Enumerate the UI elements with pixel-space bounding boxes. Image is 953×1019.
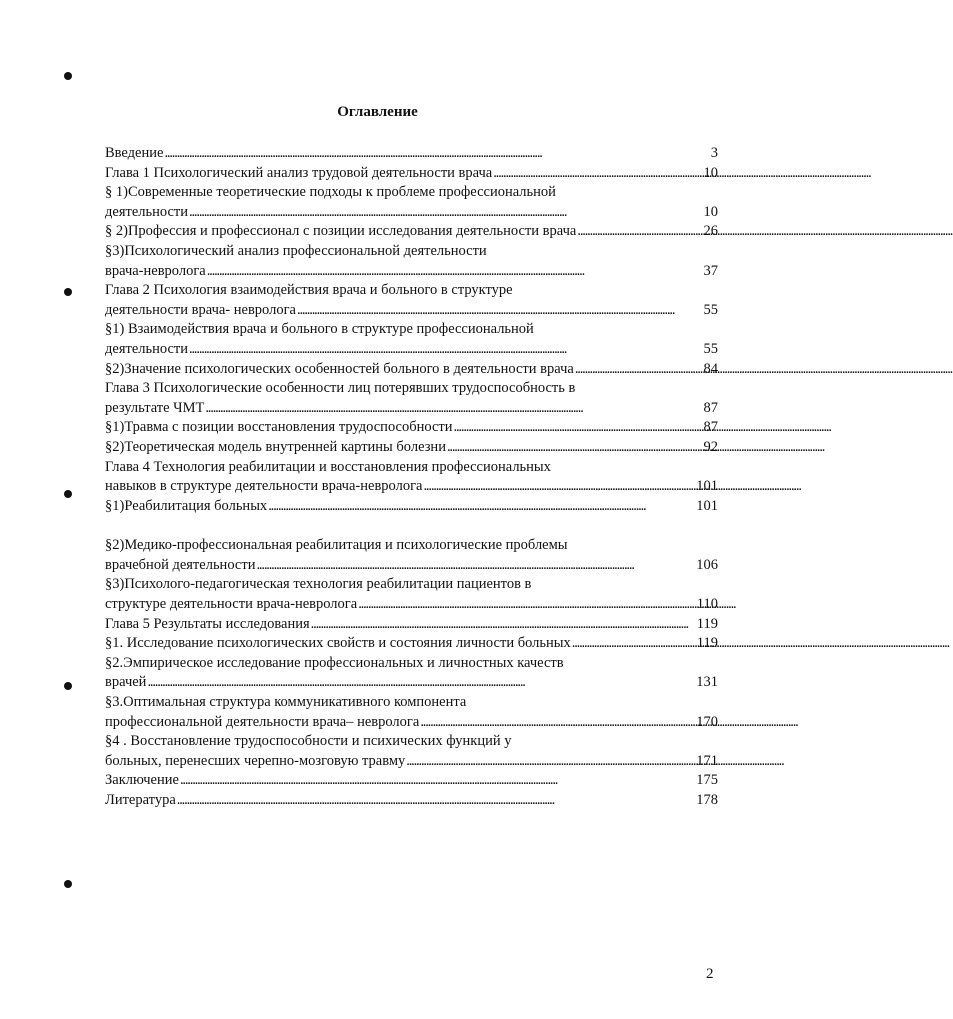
toc-entry-text: Литература: [105, 792, 176, 808]
toc-entry-text: §3.Оптимальная структура коммуникативного компонента: [105, 694, 467, 711]
toc-entry-text: Глава 5 Результаты исследования: [105, 615, 310, 632]
dot-leader: [406, 752, 695, 772]
toc-entry-text: §3)Психологический анализ профессиональной деятельности: [105, 242, 487, 259]
toc-page-number: 171: [696, 752, 718, 769]
toc-entry-text: §2.Эмпирическое исследование профессиональных и личностных качеств: [105, 654, 564, 671]
dot-leader: [311, 615, 696, 635]
toc-entry[interactable]: [105, 222, 718, 242]
dot-leader: [180, 771, 695, 791]
dot-leader: [358, 595, 696, 615]
toc-entry-text: врачебной деятельности: [105, 556, 256, 573]
toc-entry[interactable]: [105, 183, 718, 222]
toc-page-number: 87: [703, 399, 718, 416]
toc-page-number: 101: [696, 478, 718, 495]
toc-entry-text: Глава 2 Психология взаимодействия врача и больного в структуре: [105, 282, 513, 299]
toc-page-number: 175: [696, 772, 718, 789]
toc-page-number: 110: [696, 596, 718, 613]
toc-entry-text: § 2)Профессия и профессионал с позиции исследования деятельности врача: [105, 223, 577, 240]
toc-entry[interactable]: [105, 379, 718, 418]
toc-entry-text: деятельности: [105, 340, 189, 357]
toc-entry-text: §1)Реабилитация больных: [105, 497, 268, 514]
toc-entry-text: §2)Значение психологических особенностей больного в деятельности врача: [105, 360, 574, 377]
toc-entry[interactable]: [105, 732, 718, 771]
toc-page-number: 55: [703, 340, 718, 357]
dot-leader: [454, 418, 703, 438]
toc-page-number: 131: [696, 674, 718, 691]
toc-page-number: 92: [703, 438, 718, 455]
punch-hole-mark: [64, 682, 72, 690]
toc-entry[interactable]: [105, 242, 718, 281]
table-of-contents: [105, 144, 718, 811]
toc-entry[interactable]: [105, 360, 718, 380]
toc-entry-text: Глава 3 Психологические особенности лиц потерявших трудоспособность в: [105, 380, 576, 397]
toc-entry[interactable]: [105, 458, 718, 497]
dot-leader: [297, 301, 703, 321]
toc-page-number: 119: [696, 615, 718, 632]
dot-leader: [189, 340, 702, 360]
toc-page-number: 10: [703, 203, 718, 220]
toc-entry[interactable]: [105, 634, 718, 654]
toc-entry-text: Заключение: [105, 772, 179, 789]
toc-page-number: 119: [696, 635, 718, 652]
toc-entry[interactable]: [105, 654, 718, 693]
page-title: Оглавление: [337, 104, 418, 120]
dot-leader: [575, 360, 703, 380]
dot-leader: [447, 438, 703, 458]
toc-entry[interactable]: [105, 536, 718, 575]
toc-entry[interactable]: [105, 771, 718, 791]
toc-entry-text: §3)Психолого-педагогическая технология реабилитации пациентов в: [105, 576, 532, 593]
punch-hole-mark: [64, 288, 72, 296]
dot-leader: [493, 164, 702, 184]
toc-entry-text: Глава 1 Психологический анализ трудовой деятельности врача: [105, 164, 493, 181]
toc-entry-text: §1)Травма с позиции восстановления трудоспособности: [105, 419, 453, 436]
punch-hole-mark: [64, 72, 72, 80]
toc-entry-text: деятельности врача- невролога: [105, 301, 296, 318]
toc-page-number: 26: [703, 223, 718, 240]
toc-entry-text: результате ЧМТ: [105, 399, 205, 416]
toc-entry-text: § 1)Современные теоретические подходы к проблеме профессиональной: [105, 184, 556, 201]
toc-entry[interactable]: [105, 281, 718, 320]
toc-entry-text: §4 . Восстановление трудоспособности и психических функций у: [105, 733, 512, 750]
toc-page-number: 106: [696, 556, 718, 573]
dot-leader: [207, 262, 703, 282]
dot-leader: [164, 144, 709, 164]
punch-hole-mark: [64, 490, 72, 498]
toc-entry-text: врача-невролога: [105, 262, 206, 279]
toc-entry-text: деятельности: [105, 203, 189, 220]
toc-entry-text: навыков в структуре деятельности врача-невролога: [105, 478, 423, 495]
toc-entry-text: профессиональной деятельности врача– невролога: [105, 713, 420, 730]
dot-leader: [205, 399, 702, 419]
toc-page-number: 87: [703, 419, 718, 436]
toc-page-number: 170: [696, 713, 718, 730]
dot-leader: [572, 634, 696, 654]
toc-entry[interactable]: [105, 791, 718, 811]
dot-leader: [189, 203, 702, 223]
dot-leader: [256, 556, 695, 576]
toc-page-number: 84: [703, 360, 718, 377]
toc-entry[interactable]: [105, 693, 718, 732]
punch-hole-mark: [64, 880, 72, 888]
dot-leader: [420, 713, 695, 733]
toc-entry[interactable]: [105, 164, 718, 184]
toc-entry[interactable]: [105, 418, 718, 438]
toc-page-number: 3: [710, 145, 718, 161]
toc-entry[interactable]: [105, 575, 718, 614]
toc-entry-text: §1) Взаимодействия врача и больного в структуре профессиональной: [105, 321, 534, 338]
toc-entry[interactable]: [105, 144, 718, 164]
toc-entry-text: §1. Исследование психологических свойств и состояния личности больных: [105, 635, 571, 652]
toc-entry-text: врачей: [105, 674, 147, 691]
toc-entry-text: структуре деятельности врача-невролога: [105, 596, 358, 613]
toc-entry[interactable]: [105, 497, 718, 517]
dot-leader: [147, 673, 695, 693]
toc-page-number: 10: [703, 164, 718, 181]
dot-leader: [268, 497, 695, 517]
toc-page-number: 37: [703, 262, 718, 279]
toc-entry-text: Глава 4 Технология реабилитации и восстановления профессиональных: [105, 458, 551, 475]
toc-entry-text: §2)Медико-профессиональная реабилитация и психологические проблемы: [105, 537, 568, 554]
toc-entry-text: §2)Теоретическая модель внутренней картины болезни: [105, 438, 446, 455]
dot-leader: [177, 791, 695, 811]
toc-entry[interactable]: [105, 438, 718, 458]
toc-page-number: 101: [696, 497, 718, 514]
dot-leader: [423, 477, 695, 497]
toc-entry[interactable]: [105, 320, 718, 359]
dot-leader: [577, 222, 702, 242]
toc-entry-text: Введение: [105, 145, 164, 161]
toc-page-number: 178: [696, 792, 718, 808]
toc-entry[interactable]: [105, 615, 718, 635]
page-number: 2: [706, 966, 714, 982]
toc-entry-text: больных, перенесших черепно-мозговую травму: [105, 752, 406, 769]
toc-page-number: 55: [703, 301, 718, 318]
